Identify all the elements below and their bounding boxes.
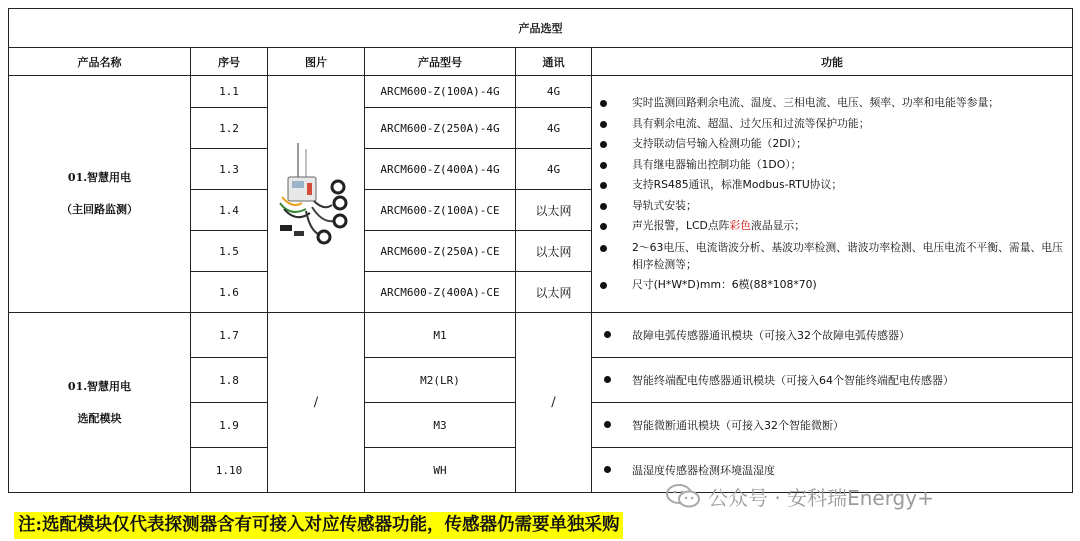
header-image: 图片 [268, 48, 365, 76]
model-cell: ARCM600-Z(100A)-CE [365, 190, 516, 231]
table-title: 产品选型 [9, 9, 1073, 48]
model-cell: M3 [365, 403, 516, 448]
comm-cell: 4G [516, 149, 592, 190]
bullet-icon [600, 182, 607, 189]
bullet-icon [600, 245, 607, 252]
feature-item: 2～63电压、电流谐波分析、基波功率检测、谐波功率检测、电压电流不平衡、需量、电压相序检测等； [598, 237, 1072, 275]
table-row [9, 76, 1073, 108]
feature-item: 实时监测回路剩余电流、温度、三相电流、电压、频率、功率和电能等参量； [598, 93, 1072, 114]
bullet-icon [600, 141, 607, 148]
comm-cell: 以太网 [516, 272, 592, 313]
seq-cell: 1.5 [191, 231, 268, 272]
feature-item: 支持RS485通讯，标准Modbus-RTU协议； [598, 175, 1072, 196]
header-comm: 通讯 [516, 48, 592, 76]
watermark [666, 481, 934, 511]
image-placeholder-cell: / [268, 313, 365, 493]
comm-cell: 以太网 [516, 231, 592, 272]
model-cell: M2(LR) [365, 358, 516, 403]
model-cell: ARCM600-Z(250A)-CE [365, 231, 516, 272]
function-cell: 智能终端配电传感器通讯模块（可接入64个智能终端配电传感器） [592, 358, 1073, 403]
group2-name: 01.智慧用电 选配模块 [9, 313, 191, 493]
footer-note: 注:选配模块仅代表探测器含有可接入对应传感器功能，传感器仍需要单独采购 [14, 512, 623, 539]
comm-cell: 4G [516, 76, 592, 108]
model-cell: ARCM600-Z(100A)-4G [365, 76, 516, 108]
seq-cell: 1.2 [191, 108, 268, 149]
product-selection-table [8, 8, 1073, 493]
seq-cell: 1.4 [191, 190, 268, 231]
arcm600-device-image [276, 139, 356, 249]
comm-cell: 以太网 [516, 190, 592, 231]
function-cell: 故障电弧传感器通讯模块（可接入32个故障电弧传感器） [592, 313, 1073, 358]
seq-cell: 1.8 [191, 358, 268, 403]
wechat-icon [666, 484, 700, 508]
bullet-icon [600, 162, 607, 169]
group1-name: 01.智慧用电 （主回路监测） [9, 76, 191, 313]
feature-item: 具有继电器输出控制功能（1DO）； [598, 155, 1072, 176]
bullet-icon [600, 223, 607, 230]
feature-item: 导轨式安装； [598, 196, 1072, 217]
header-seq: 序号 [191, 48, 268, 76]
bullet-icon [600, 100, 607, 107]
model-cell: ARCM600-Z(400A)-4G [365, 149, 516, 190]
bullet-icon [604, 421, 611, 428]
seq-cell: 1.3 [191, 149, 268, 190]
model-cell: M1 [365, 313, 516, 358]
bullet-icon [600, 203, 607, 210]
group1-features-cell [592, 76, 1073, 313]
model-cell: WH [365, 448, 516, 493]
header-function: 功能 [592, 48, 1073, 76]
bullet-icon [600, 121, 607, 128]
header-product-name: 产品名称 [9, 48, 191, 76]
function-cell: 温湿度传感器检测环境温湿度 [592, 448, 1073, 493]
bullet-icon [604, 376, 611, 383]
feature-item: 支持联动信号输入检测功能（2DI）； [598, 134, 1072, 155]
comm-cell: 4G [516, 108, 592, 149]
feature-list [592, 91, 1072, 297]
feature-item: 具有剩余电流、超温、过欠压和过流等保护功能； [598, 114, 1072, 135]
seq-cell: 1.6 [191, 272, 268, 313]
watermark-text: 公众号 · 安科瑞Energy+ [708, 485, 934, 510]
seq-cell: 1.7 [191, 313, 268, 358]
feature-item: 尺寸(H*W*D)mm：6模(88*108*70) [598, 275, 1072, 296]
model-cell: ARCM600-Z(400A)-CE [365, 272, 516, 313]
highlight-text: 彩色 [729, 219, 752, 232]
bullet-icon [604, 331, 611, 338]
product-image-cell [268, 76, 365, 313]
seq-cell: 1.1 [191, 76, 268, 108]
bullet-icon [600, 282, 607, 289]
bullet-icon [604, 466, 611, 473]
model-cell: ARCM600-Z(250A)-4G [365, 108, 516, 149]
feature-item: 声光报警，LCD点阵彩色液晶显示； [598, 216, 1072, 237]
seq-cell: 1.9 [191, 403, 268, 448]
comm-placeholder-cell: / [516, 313, 592, 493]
table-row [9, 313, 1073, 358]
function-cell: 智能微断通讯模块（可接入32个智能微断） [592, 403, 1073, 448]
header-model: 产品型号 [365, 48, 516, 76]
seq-cell: 1.10 [191, 448, 268, 493]
